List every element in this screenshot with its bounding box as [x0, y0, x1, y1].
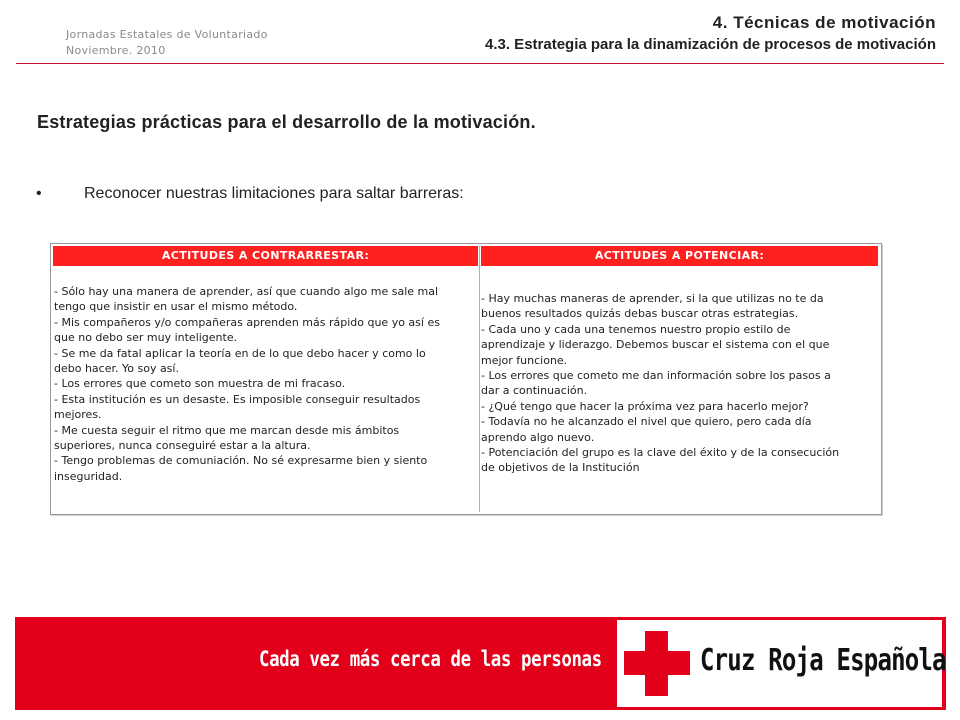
table-line: - Todavía no he alcanzado el nivel que quiero, pero cada día: [481, 415, 812, 429]
table-line: debo hacer. Yo soy así.: [54, 362, 179, 376]
table-line: - Cada uno y cada una tenemos nuestro propio estilo de: [481, 322, 791, 336]
table-line: buenos resultados quizás debas buscar otras estrategias.: [481, 307, 799, 321]
table-header-promote: ACTITUDES A POTENCIAR:: [481, 246, 878, 266]
table-line: - Sólo hay una manera de aprender, así que cuando algo me sale mal: [54, 285, 439, 298]
bullet-icon: •: [36, 185, 42, 202]
table-line: - Tengo problemas de comuniación. No sé expresarme bien y siento: [54, 454, 428, 468]
table-line: de objetivos de la Institución: [481, 461, 640, 475]
header-divider: [16, 63, 944, 64]
page-heading: Estrategias prácticas para el desarrollo de la motivación.: [37, 112, 536, 132]
section-subtitle: 4.3. Estrategia para la dinamización de procesos de motivación: [485, 36, 936, 53]
table-line: aprendizaje y liderazgo. Debemos buscar el sistema con el que: [481, 338, 830, 352]
table-line: superiores, nunca conseguiré estar a la altura.: [54, 439, 311, 453]
bullet-item: [36, 185, 464, 203]
event-info: [66, 27, 268, 59]
table-line: que no debo ser muy inteligente.: [54, 331, 238, 345]
table-line: - Esta institución es un desaste. Es imposible conseguir resultados: [54, 392, 421, 406]
footer-slogan: Cada vez más cerca de las personas: [259, 647, 602, 671]
table-line: aprendo algo nuevo.: [481, 430, 595, 444]
table-line: - Mis compañeros y/o compañeras aprenden más rápido que yo así es: [54, 315, 440, 329]
table-line: tengo que insistir en usar el mismo método.: [54, 300, 298, 314]
table-line: - Los errores que cometo son muestra de mi fracaso.: [54, 377, 346, 391]
promote-column: [481, 291, 876, 476]
table-line: mejor funcione.: [481, 353, 568, 367]
column-divider: [479, 246, 480, 512]
table-line: inseguridad.: [54, 469, 123, 483]
section-title-block: [485, 12, 936, 56]
table-line: - ¿Qué tengo que hacer la próxima vez para hacerlo mejor?: [481, 399, 809, 413]
table-header-counteract: ACTITUDES A CONTRARRESTAR:: [53, 246, 478, 266]
red-cross-icon-bar: [624, 651, 690, 675]
organization-name: Cruz Roja Española: [700, 643, 946, 678]
event-date: Noviembre. 2010: [66, 44, 166, 57]
section-title: 4. Técnicas de motivación: [712, 13, 936, 32]
attitudes-table: [50, 243, 882, 515]
table-line: - Se me da fatal aplicar la teoría en de lo que debo hacer y como lo: [54, 346, 426, 360]
event-name: Jornadas Estatales de Voluntariado: [66, 28, 268, 41]
table-line: - Me cuesta seguir el ritmo que me marcan desde mis ámbitos: [54, 423, 400, 437]
bullet-text: Reconocer nuestras limitaciones para saltar barreras:: [84, 185, 464, 202]
counteract-column: [54, 284, 474, 484]
table-line: - Hay muchas maneras de aprender, si la que utilizas no te da: [481, 292, 824, 305]
table-line: dar a continuación.: [481, 384, 588, 398]
table-line: mejores.: [54, 408, 102, 422]
table-line: - Los errores que cometo me dan información sobre los pasos a: [481, 369, 831, 383]
table-line: - Potenciación del grupo es la clave del éxito y de la consecución: [481, 446, 840, 460]
